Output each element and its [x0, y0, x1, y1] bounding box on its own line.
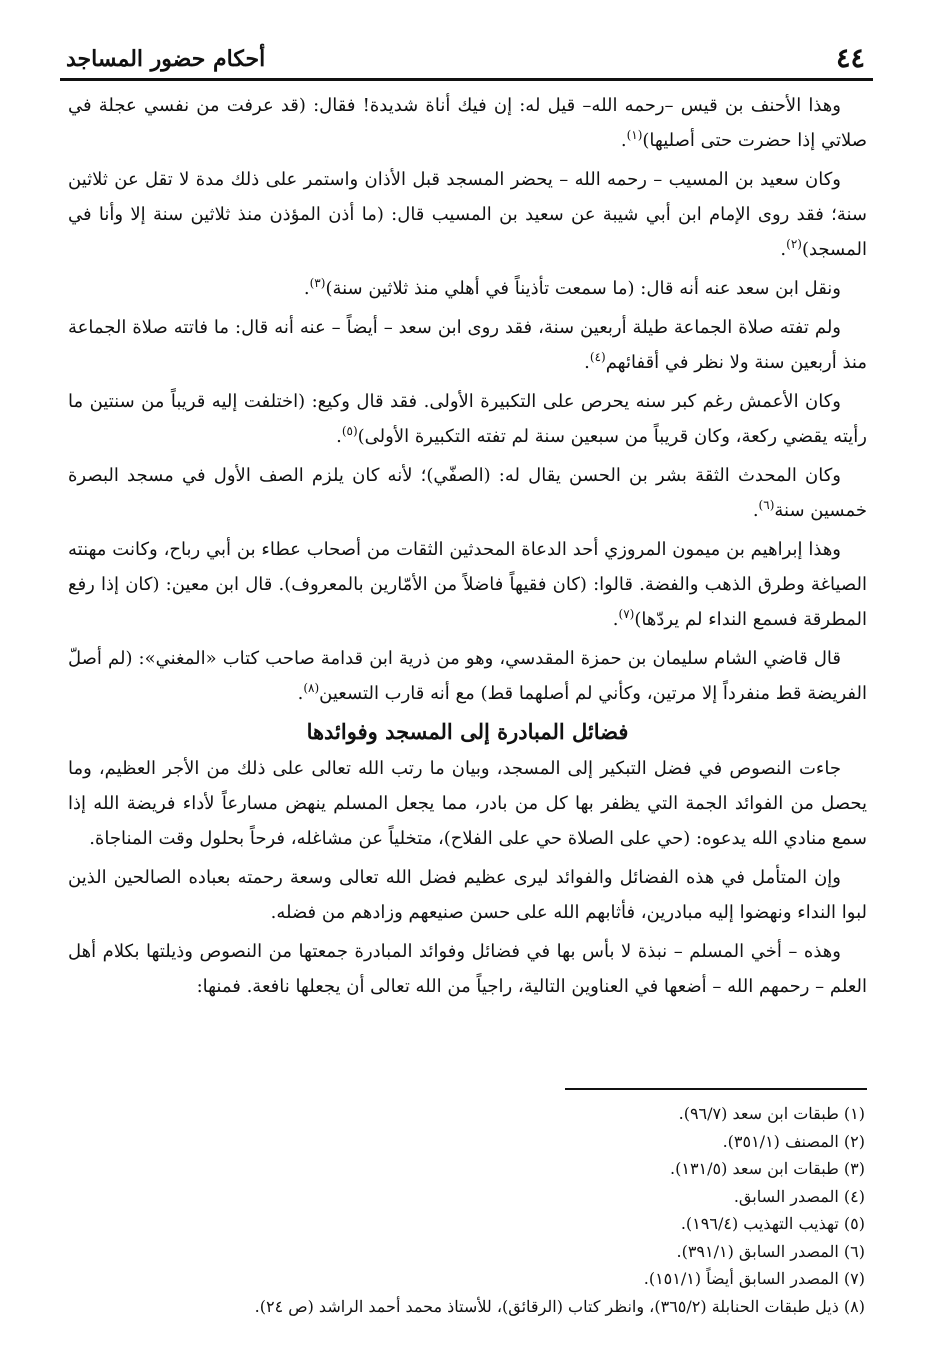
footnote-ref: (٤) [589, 350, 606, 364]
footnote: (٣) طبقات ابن سعد (١٣١/٥). [670, 1159, 865, 1178]
paragraph [68, 532, 867, 637]
footnote-ref: (٢) [786, 237, 802, 251]
paragraph-text: وكان المحدث الثقة بشر بن الحسن يقال له: (الصفّي)؛ لأنه كان يلزم الصف الأول في مسجد البصرة خمسين سنة [68, 465, 867, 521]
running-title: أحكام حضور المساجد [66, 46, 266, 72]
footnote: (٧) المصدر السابق أيضاً (١٥١/١). [643, 1269, 865, 1288]
footnote: (٢) المصنف (٣٥١/١). [722, 1131, 865, 1151]
paragraph-tail: . [336, 426, 342, 447]
paragraph-tail: . [612, 609, 619, 630]
page-header [60, 38, 873, 81]
page-body [68, 88, 867, 1008]
paragraph-tail: . [297, 683, 304, 704]
paragraph [68, 934, 867, 1004]
footnote: (٨) ذيل طبقات الحنابلة (٣٦٥/٢)، وانظر كتاب (الرقائق)، للأستاذ محمد أحمد الراشد (ص ٢٤). [254, 1296, 865, 1316]
paragraph-text: قال قاضي الشام سليمان بن حمزة المقدسي، وهو من ذرية ابن قدامة صاحب كتاب «المغني»: (لم أصلّ الفريضة قط منفرداً إلا مرتين، وكأني لم أصلهما قط) مع أنه قارب التسعين [68, 648, 867, 704]
page-number: ٤٤ [835, 43, 865, 74]
paragraph-text: جاءت النصوص في فضل التبكير إلى المسجد، وبيان ما رتب الله تعالى على ذلك من الأجر العظيم، وما يحصل من الفوائد الجمة التي يظفر بها كل من بادر، مما يجعل المسلم ينهض مسارعاً لأداء فريضة الله إذا سمع منادي الله يدعوه: (حي على الصلاة حي على الفلاح)، متخلياً عن مشاغله، فرحاً بحلول وقت المناجاة. [68, 758, 867, 849]
paragraph [68, 271, 867, 306]
paragraph [68, 458, 867, 528]
footnote-ref: (٦) [758, 498, 775, 512]
paragraph-text: وهذه – أخي المسلم – نبذة لا بأس بها في فضائل وفوائد المبادرة جمعتها من النصوص وذيلتها بكلام أهل العلم – رحمهم الله – أضعها في العناوين التالية، راجياً من الله تعالى أن يجعلها نافعة. فمنها: [68, 941, 867, 997]
paragraph [68, 384, 867, 454]
paragraph-text: وكان الأعمش رغم كبر سنه يحرص على التكبيرة الأولى. فقد قال وكيع: (اختلفت إليه قريباً من سنتين ما رأيته يقضي ركعة، وكان قريباً من سبعين سنة لم تفته التكبيرة الأولى) [68, 391, 867, 447]
paragraph-text: ولم تفته صلاة الجماعة طيلة أربعين سنة، فقد روى ابن سعد – أيضاً – عنه أنه قال: ما فاتته صلاة الجماعة منذ أربعين سنة ولا نظر في أقفائهم [68, 317, 867, 373]
paragraph-text: وهذا إبراهيم بن ميمون المروزي أحد الدعاة المحدثين الثقات من أصحاب عطاء بن أبي رباح، وكانت مهنته الصياغة وطرق الذهب والفضة. قالوا: (كان فقيهاً فاضلاً من الأمّارين بالمعروف). قال ابن معين: (كان إذا رفع المطرقة فسمع النداء لم يردّها) [68, 539, 867, 630]
footnote: (٤) المصدر السابق. [733, 1186, 865, 1206]
paragraph [68, 162, 867, 267]
footnote-ref: (٨) [303, 681, 320, 695]
footnote-ref: (٣) [309, 276, 326, 290]
paragraph [68, 310, 867, 380]
paragraph [68, 860, 867, 930]
paragraph-tail: . [303, 278, 310, 299]
footnote-ref: (١) [626, 128, 643, 142]
footnote: (٥) تهذيب التهذيب (١٩٦/٤). [680, 1214, 865, 1233]
paragraph [68, 641, 867, 711]
footnote-ref: (٥) [341, 424, 358, 438]
paragraph-tail: . [584, 352, 590, 373]
paragraph [68, 751, 867, 856]
footnote-divider [565, 1088, 867, 1090]
paragraph-text: وهذا الأحنف بن قيس –رحمه الله– قيل له: إن فيك أناة شديدة! فقال: (قد عرفت من نفسي عجلة في صلاتي إذا حضرت حتى أصليها) [68, 95, 867, 151]
section-heading: فضائل المبادرة إلى المسجد وفوائدها [306, 719, 629, 744]
footnotes [68, 1100, 865, 1320]
paragraph-tail: . [780, 239, 787, 260]
footnote-ref: (٧) [618, 607, 635, 621]
paragraph [68, 88, 867, 158]
paragraph-text: وإن المتأمل في هذه الفضائل والفوائد ليرى عظيم فضل الله تعالى وسعة رحمته بعباده الصالحين الذين لبوا النداء ونهضوا إليه مبادرين، فأثابهم الله على حسن صنيعهم وزادهم من فضله. [68, 867, 867, 923]
paragraph-tail: . [752, 500, 759, 521]
paragraph-tail: . [620, 130, 627, 151]
paragraph-text: ونقل ابن سعد عنه أنه قال: (ما سمعت تأذيناً في أهلي منذ ثلاثين سنة) [325, 278, 841, 299]
footnote: (١) طبقات ابن سعد (٩٦/٧). [678, 1104, 865, 1123]
paragraph-text: وكان سعيد بن المسيب – رحمه الله – يحضر المسجد قبل الأذان واستمر على ذلك مدة لا تقل عن ثلاثين سنة؛ فقد روى الإمام ابن أبي شيبة عن سعيد بن المسيب قال: (ما أذن المؤذن منذ ثلاثين سنة إلا وأنا في المسجد) [68, 169, 867, 260]
footnote: (٦) المصدر السابق (٣٩١/١). [676, 1241, 865, 1261]
